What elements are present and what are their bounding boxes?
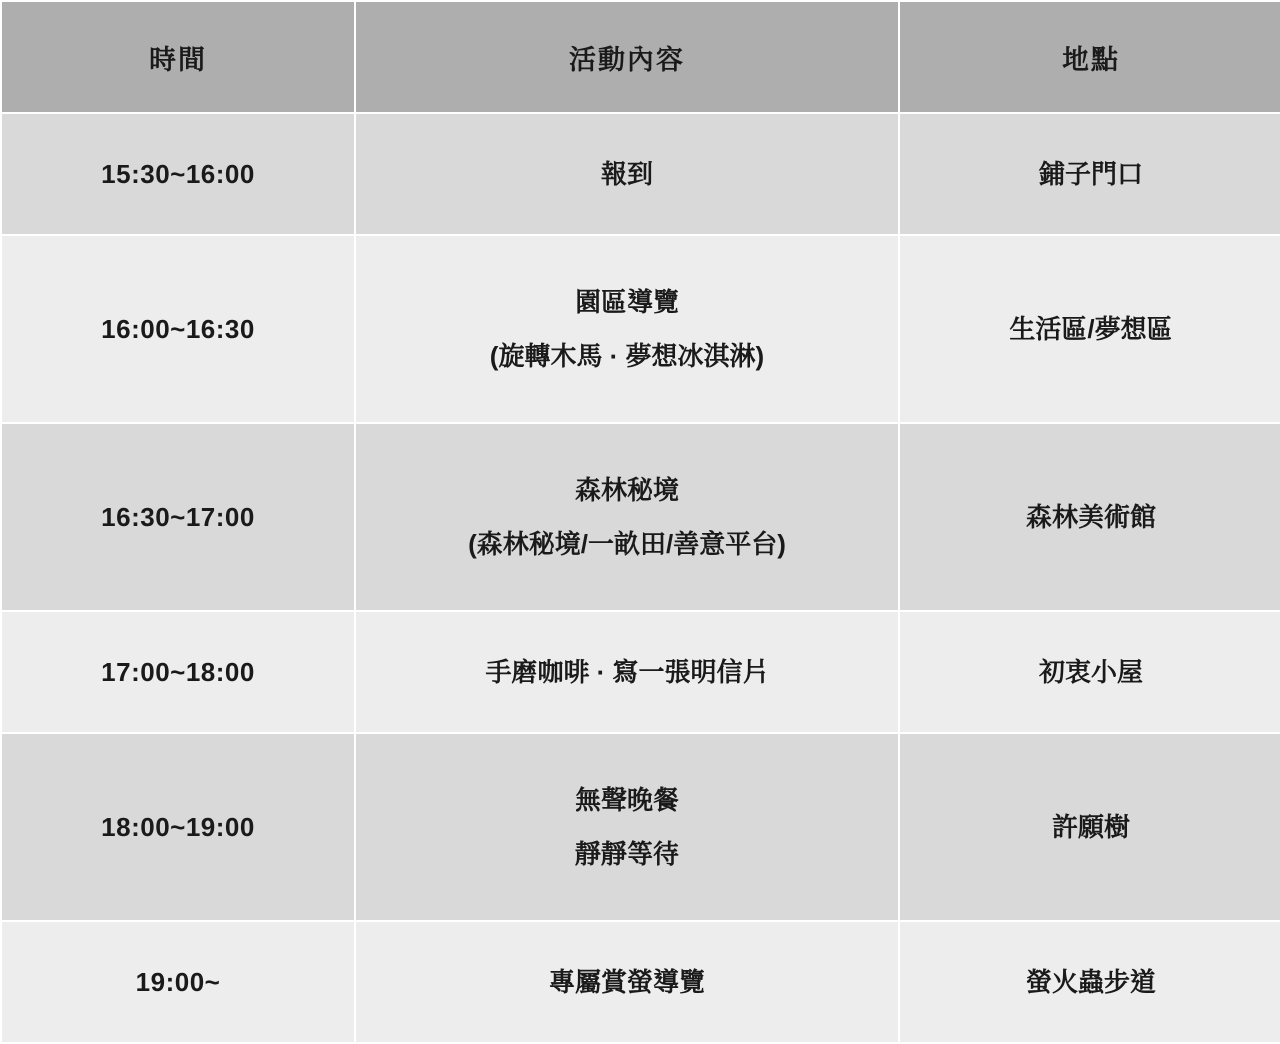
cell-event: [356, 922, 898, 1042]
cell-event: [356, 236, 898, 422]
cell-place: 螢火蟲步道: [900, 922, 1280, 1042]
table-row: [2, 612, 1280, 732]
table-row: [2, 922, 1280, 1042]
cell-place: 許願樹: [900, 734, 1280, 920]
cell-time: 18:00~19:00: [2, 734, 354, 920]
table-row: [2, 734, 1280, 920]
table-row: [2, 114, 1280, 234]
cell-event: [356, 424, 898, 610]
event-line: (旋轉木馬 · 夢想冰淇淋): [489, 341, 765, 371]
event-line: 森林秘境: [574, 474, 679, 505]
event-line: 園區導覽: [574, 286, 679, 317]
table-header: [2, 2, 1280, 112]
table-body: [2, 114, 1280, 1042]
column-header-place: 地點: [900, 2, 1280, 112]
cell-event: [356, 734, 898, 920]
cell-place: 初衷小屋: [900, 612, 1280, 732]
cell-place: 森林美術館: [900, 424, 1280, 610]
event-line: 手磨咖啡 · 寫一張明信片: [485, 656, 769, 687]
event-line: (森林秘境/一畝田/善意平台): [468, 529, 786, 559]
cell-time: 16:30~17:00: [2, 424, 354, 610]
cell-time: 15:30~16:00: [2, 114, 354, 234]
table-row: [2, 424, 1280, 610]
cell-time: 16:00~16:30: [2, 236, 354, 422]
column-header-event: 活動內容: [356, 2, 898, 112]
cell-place: 生活區/夢想區: [900, 236, 1280, 422]
table-row: [2, 236, 1280, 422]
event-line: 報到: [600, 158, 653, 189]
event-line: 靜靜等待: [574, 839, 679, 869]
cell-place: 鋪子門口: [900, 114, 1280, 234]
cell-event: [356, 612, 898, 732]
cell-time: 19:00~: [2, 922, 354, 1042]
table-header-row: [2, 2, 1280, 112]
column-header-time: 時間: [2, 2, 354, 112]
event-line: 無聲晚餐: [574, 784, 679, 815]
cell-event: [356, 114, 898, 234]
cell-time: 17:00~18:00: [2, 612, 354, 732]
event-line: 專屬賞螢導覽: [548, 966, 705, 997]
